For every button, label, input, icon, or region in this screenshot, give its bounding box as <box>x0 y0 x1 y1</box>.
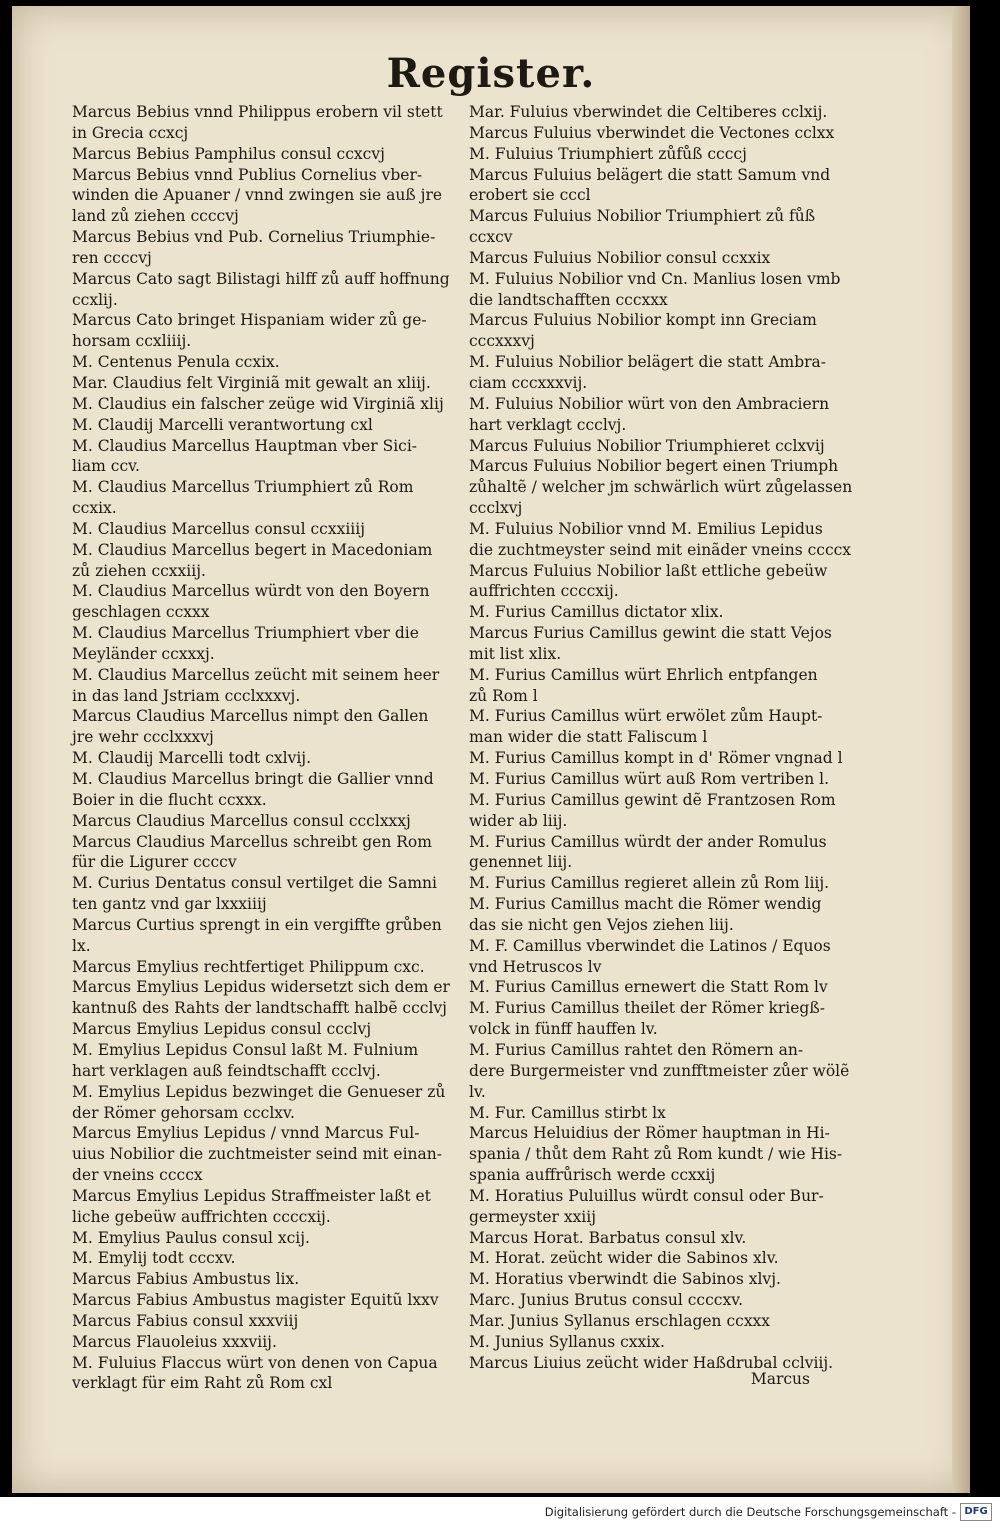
register-entry-line: M. Claudius Marcellus zeücht mit seinem heer <box>72 665 440 684</box>
register-entry-line: M. Emylius Paulus consul xcij. <box>72 1228 310 1247</box>
register-entry-line: liam ccv. <box>72 457 140 476</box>
register-entry-line: Marcus Claudius Marcellus consul ccclxxxj <box>72 811 411 830</box>
register-entry-line: erobert sie cccl <box>469 186 591 205</box>
register-entry-line: Marcus Bebius vnnd Publius Cornelius vber- <box>72 165 423 184</box>
register-entry-line: M. Claudius ein falscher zeüge wid Virginiã xlij <box>72 394 444 413</box>
register-entry-line: Marcus Horat. Barbatus consul xlv. <box>469 1228 747 1247</box>
register-entry-line: M. Furius Camillus kompt in d' Römer vngnad l <box>469 749 843 768</box>
register-entry-line: spania auffrůrisch werde ccxxij <box>469 1166 716 1185</box>
page-gutter <box>952 6 970 1493</box>
register-entry-line: M. Horatius Puluillus würdt consul oder Bur- <box>469 1186 824 1205</box>
register-entry-line: M. Furius Camillus ernewert die Statt Rom lv <box>469 978 828 997</box>
register-entry-line: zů ziehen ccxxiij. <box>72 561 206 580</box>
register-entry-line: M. Furius Camillus theilet der Römer kriegß- <box>469 999 825 1018</box>
register-entry-line: das sie nicht gen Vejos ziehen liij. <box>469 915 734 934</box>
book-page <box>12 6 970 1493</box>
register-entry-line: M. Furius Camillus gewint dẽ Frantzosen Rom <box>469 790 836 809</box>
register-entry-line: Marcus Bebius vnd Pub. Cornelius Triumphie- <box>72 228 436 247</box>
register-entry-line: Marcus Fabius Ambustus magister Equitũ lxxv <box>72 1291 439 1310</box>
register-entry-line: in Grecia ccxcj <box>72 123 189 142</box>
register-entry-line: lx. <box>72 936 91 955</box>
register-entry-line: Marcus Fuluius Nobilior Triumphieret cclxvij <box>469 436 825 455</box>
dfg-logo-icon: DFG <box>960 1503 992 1521</box>
register-entry-line: mit list xlix. <box>469 644 562 663</box>
register-entry-line: M. Fuluius Nobilior würt von den Ambraciern <box>469 394 830 413</box>
register-entry-line: M. Horatius vberwindt die Sabinos xlvj. <box>469 1270 781 1289</box>
register-entry-line: zů Rom l <box>469 686 538 705</box>
register-entry-line: ren ccccvj <box>72 248 152 267</box>
register-entry-line: winden die Apuaner / vnnd zwingen sie auß jre <box>72 186 443 205</box>
register-entry-line: die zuchtmeyster seind mit einãder vneins ccccx <box>469 540 852 559</box>
register-entry-line: M. Claudius Marcellus Hauptman vber Sici- <box>72 436 418 455</box>
register-entry-line: wider ab liij. <box>469 811 568 830</box>
register-entry-line: Marcus Cato bringet Hispaniam wider zů ge- <box>72 311 427 330</box>
register-entry-line: M. Claudij Marcelli verantwortung cxl <box>72 415 373 434</box>
register-entry-line: Mar. Junius Syllanus erschlagen ccxxx <box>469 1311 771 1330</box>
register-entry-line: M. Fuluius Nobilior belägert die statt Ambra- <box>469 353 827 372</box>
register-entry-line: M. Fuluius Nobilior vnd Cn. Manlius losen vmb <box>469 269 841 288</box>
register-entry-line: Marcus Fabius consul xxxviij <box>72 1311 299 1330</box>
register-entry-line: M. Claudius Marcellus consul ccxxiiij <box>72 519 366 538</box>
register-entry-line: lv. <box>469 1082 486 1101</box>
register-entry-line: M. Fur. Camillus stirbt lx <box>469 1103 666 1122</box>
register-entry-line: Marcus Fuluius belägert die statt Samum vnd <box>469 165 831 184</box>
register-entry-line: uius Nobilior die zuchtmeister seind mit einan- <box>72 1145 443 1164</box>
register-entry-line: liche gebeüw auffrichten ccccxij. <box>72 1207 331 1226</box>
register-entry-line: dere Burgermeister vnd zunfftmeister zůer wölẽ <box>469 1061 850 1080</box>
register-entry-line: horsam ccxliiij. <box>72 332 192 351</box>
catchword: Marcus <box>750 1370 810 1388</box>
register-entry-line: Marcus Fuluius Nobilior kompt inn Greciam <box>469 311 817 330</box>
register-entry-line: Marcus Fuluius Nobilior consul ccxxix <box>469 248 771 267</box>
register-entry-line: M. Furius Camillus regieret allein zů Rom liij. <box>469 874 830 893</box>
register-entry-line: M. Furius Camillus dictator xlix. <box>469 603 724 622</box>
register-entry-line: ccxlij. <box>72 290 118 309</box>
register-entry-line: für die Ligurer ccccv <box>72 853 237 872</box>
register-entry-line: M. Emylius Lepidus Consul laßt M. Fulnium <box>72 1040 419 1059</box>
register-entry-line: Marcus Furius Camillus gewint die statt Vejos <box>469 624 832 643</box>
register-entry-line: volck in fünff hauffen lv. <box>469 1020 658 1039</box>
register-entry-line: M. Furius Camillus macht die Römer wendig <box>469 895 822 914</box>
register-entry-line: M. Claudius Marcellus begert in Macedoniam <box>72 540 433 559</box>
register-entry-line: in das land Jstriam ccclxxxvj. <box>72 686 301 705</box>
register-entry-line: M. Fuluius Triumphiert zůfůß ccccj <box>469 144 747 163</box>
register-entry-line: Meyländer ccxxxj. <box>72 644 215 663</box>
register-entry-line: ccclxvj <box>469 499 523 518</box>
register-entry-line: Marcus Bebius Pamphilus consul ccxcvj <box>72 144 385 163</box>
register-entry-line: M. F. Camillus vberwindet die Latinos / Equos <box>469 936 831 955</box>
left-column <box>72 102 462 1394</box>
register-entry-line: Boier in die flucht ccxxx. <box>72 790 267 809</box>
register-entry-line: M. Emylius Lepidus bezwinget die Genueser zů <box>72 1082 446 1101</box>
right-column <box>469 102 857 1373</box>
register-entry-line: vnd Hetruscos lv <box>469 957 602 976</box>
register-entry-line: Mar. Fuluius vberwindet die Celtiberes cclxij. <box>469 103 828 121</box>
register-entry-line: ten gantz vnd gar lxxxiiij <box>72 895 267 914</box>
register-entry-line: Marcus Liuius zeücht wider Haßdrubal cclviij. <box>469 1353 834 1372</box>
register-entry-line: M. Furius Camillus würt auß Rom vertriben l. <box>469 770 829 788</box>
register-entry-line: M. Junius Syllanus cxxix. <box>469 1332 665 1351</box>
register-entry-line: M. Claudius Marcellus Triumphiert vber die <box>72 624 419 643</box>
register-entry-line: Marcus Claudius Marcellus nimpt den Gallen <box>72 707 429 726</box>
register-entry-line: Marcus Emylius Lepidus / vnnd Marcus Ful- <box>72 1124 420 1143</box>
register-entry-line: M. Emylij todt cccxv. <box>72 1249 236 1268</box>
footer-bar <box>0 1497 1000 1527</box>
register-entry-line: Marcus Emylius rechtfertiget Philippum cxc. <box>72 957 425 976</box>
register-entry-line: spania / thůt dem Raht zů Rom kundt / wie His- <box>469 1145 843 1164</box>
register-entry-line: ccxix. <box>72 499 117 518</box>
register-entry-line: verklagt für eim Raht zů Rom cxl <box>72 1374 333 1393</box>
register-entry-line: kantnuß des Rahts der landtschafft halbẽ ccclvj <box>72 999 447 1018</box>
register-entry-line: Marcus Fuluius Nobilior Triumphiert zů fůß <box>469 207 816 226</box>
register-entry-line: Marcus Heluidius der Römer hauptman in Hi- <box>469 1124 830 1143</box>
register-entry-line: der vneins ccccx <box>72 1166 203 1185</box>
register-entry-line: Marcus Fabius Ambustus lix. <box>72 1270 300 1289</box>
page-title: Register. <box>386 50 596 97</box>
register-entry-line: M. Furius Camillus rahtet den Römern an- <box>469 1040 804 1059</box>
register-entry-line: ciam cccxxxvij. <box>469 373 588 392</box>
register-entry-line: zůhaltẽ / welcher jm schwärlich würt zůgelassen <box>469 478 853 497</box>
register-entry-line: man wider die statt Faliscum l <box>469 728 708 747</box>
register-entry-line: jre wehr ccclxxxvj <box>72 728 214 747</box>
register-entry-line: M. Furius Camillus würt erwölet zům Haupt- <box>469 707 823 726</box>
register-entry-line: land zů ziehen ccccvj <box>72 207 239 226</box>
register-entry-line: M. Furius Camillus würt Ehrlich entpfangen <box>469 665 818 684</box>
register-entry-line: Marcus Flauoleius xxxviij. <box>72 1332 277 1351</box>
register-entry-line: Marcus Curtius sprengt in ein vergiffte grůben <box>72 915 442 934</box>
register-entry-line: Mar. Claudius felt Virginiã mit gewalt an xliij. <box>72 373 431 392</box>
register-entry-line: genennet liij. <box>469 853 573 872</box>
register-entry-line: der Römer gehorsam ccclxv. <box>72 1103 295 1122</box>
register-entry-line: Marcus Emylius Lepidus Straffmeister laßt et <box>72 1186 431 1205</box>
register-entry-line: Marcus Cato sagt Bilistagi hilff zů auff hoffnung <box>72 269 450 288</box>
register-entry-line: geschlagen ccxxx <box>72 603 210 622</box>
register-entry-line: M. Claudius Marcellus würdt von den Boyern <box>72 582 430 601</box>
register-entry-line: die landtschafften cccxxx <box>469 290 668 309</box>
register-entry-line: M. Fuluius Flaccus würt von denen von Capua <box>72 1353 438 1372</box>
register-entry-line: hart verklagen auß feindtschafft ccclvj. <box>72 1061 381 1080</box>
register-entry-line: auffrichten ccccxij. <box>469 582 619 601</box>
register-entry-line: M. Claudius Marcellus Triumphiert zů Rom <box>72 478 414 497</box>
register-entry-line: M. Curius Dentatus consul vertilget die Samni <box>72 874 437 893</box>
register-entry-line: Marcus Bebius vnnd Philippus erobern vil stett <box>72 103 443 121</box>
register-entry-line: hart verklagt ccclvj. <box>469 415 627 434</box>
register-entry-line: Marc. Junius Brutus consul ccccxv. <box>469 1291 744 1310</box>
register-entry-line: germeyster xxiij <box>469 1207 597 1226</box>
register-entry-line: Marcus Emylius Lepidus consul ccclvj <box>72 1020 372 1039</box>
register-entry-line: Marcus Emylius Lepidus widersetzt sich dem er <box>72 978 450 997</box>
register-entry-line: M. Fuluius Nobilior vnnd M. Emilius Lepidus <box>469 519 823 538</box>
register-entry-line: M. Horat. zeücht wider die Sabinos xlv. <box>469 1249 779 1268</box>
register-entry-line: M. Claudius Marcellus bringt die Gallier vnnd <box>72 770 434 788</box>
register-entry-line: M. Furius Camillus würdt der ander Romulus <box>469 832 827 851</box>
register-entry-line: Marcus Fuluius Nobilior laßt ettliche gebeüw <box>469 561 828 580</box>
footer-credit: Digitalisierung gefördert durch die Deutsche Forschungsgemeinschaft - <box>544 1505 956 1519</box>
register-entry-line: ccxcv <box>469 228 513 247</box>
register-entry-line: M. Claudij Marcelli todt cxlvij. <box>72 749 312 768</box>
register-entry-line: M. Centenus Penula ccxix. <box>72 353 280 372</box>
register-entry-line: Marcus Fuluius vberwindet die Vectones cclxx <box>469 123 835 142</box>
register-entry-line: Marcus Claudius Marcellus schreibt gen Rom <box>72 832 432 851</box>
register-entry-line: cccxxxvj <box>469 332 535 351</box>
register-entry-line: Marcus Fuluius Nobilior begert einen Triumph <box>469 457 839 476</box>
